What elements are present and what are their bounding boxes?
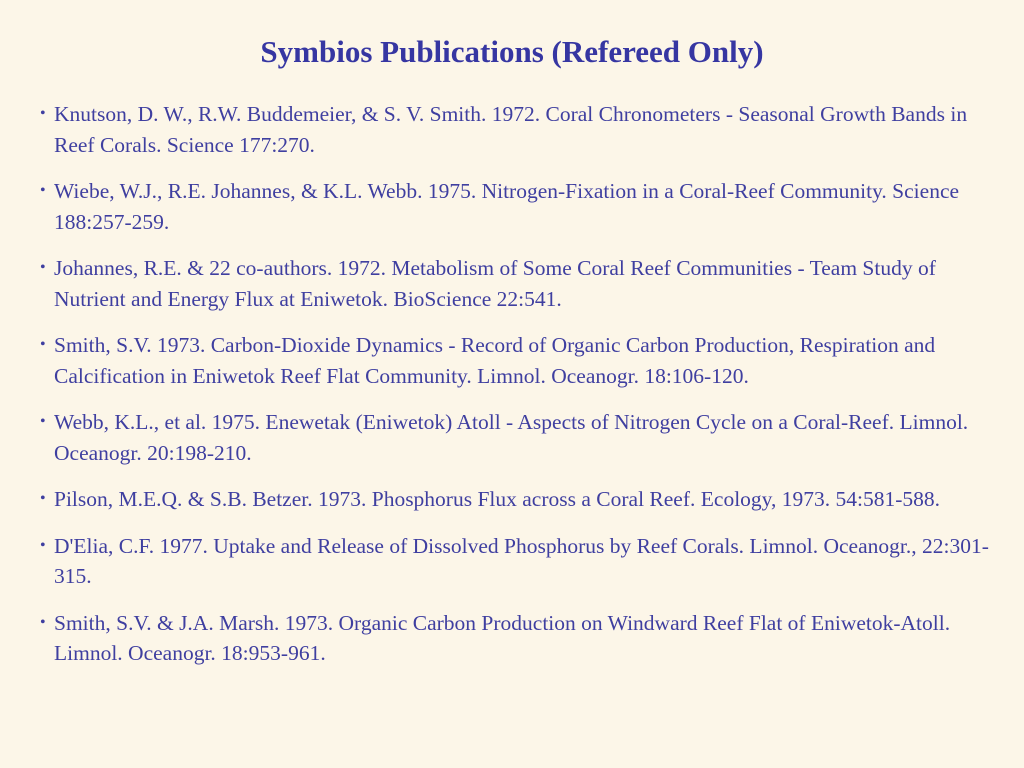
publication-text: D'Elia, C.F. 1977. Uptake and Release of Dissolved Phosphorus by Reef Corals. Limnol. Oceanogr., 22:301-315. [54, 533, 989, 588]
publication-item [40, 99, 990, 160]
publication-item [40, 531, 990, 592]
publication-item [40, 253, 990, 314]
publication-item [40, 608, 990, 669]
bullet-icon: • [40, 413, 46, 430]
publication-text: Webb, K.L., et al. 1975. Enewetak (Eniwetok) Atoll - Aspects of Nitrogen Cycle on a Coral-Reef. Limnol. Oceanogr. 20:198-210. [54, 410, 969, 465]
publication-text: Wiebe, W.J., R.E. Johannes, & K.L. Webb. 1975. Nitrogen-Fixation in a Coral-Reef Community. Science 188:257-259. [54, 179, 960, 234]
publication-list [40, 99, 990, 685]
publication-item [40, 330, 990, 391]
publication-text: Johannes, R.E. & 22 co-authors. 1972. Metabolism of Some Coral Reef Communities - Team Study of Nutrient and Energy Flux at Eniwetok. BioScience 22:541. [54, 256, 936, 311]
bullet-icon: • [40, 336, 46, 353]
publication-item [40, 484, 990, 515]
bullet-icon: • [40, 536, 46, 554]
publication-item [40, 407, 990, 468]
bullet-icon: • [40, 182, 46, 199]
publication-text: Pilson, M.E.Q. & S.B. Betzer. 1973. Phosphorus Flux across a Coral Reef. Ecology, 1973. 54:581-588. [54, 487, 941, 511]
bullet-icon: • [40, 490, 46, 507]
publication-item [40, 176, 990, 237]
bullet-icon: • [40, 613, 46, 631]
publication-text: Knutson, D. W., R.W. Buddemeier, & S. V. Smith. 1972. Coral Chronometers - Seasonal Growth Bands in Reef Corals. Science 177:270. [54, 102, 968, 157]
bullet-icon: • [40, 259, 46, 276]
publication-text: Smith, S.V. 1973. Carbon-Dioxide Dynamics - Record of Organic Carbon Production, Respiration and Calcification in Eniwetok Reef Flat Community. Limnol. Oceanogr. 18:106-120. [54, 333, 936, 388]
publication-text: Smith, S.V. & J.A. Marsh. 1973. Organic Carbon Production on Windward Reef Flat of Eniwetok-Atoll. Limnol. Oceanogr. 18:953-961. [54, 610, 951, 665]
slide-title: Symbios Publications (Refereed Only) [260, 34, 764, 69]
bullet-icon: • [40, 105, 46, 122]
